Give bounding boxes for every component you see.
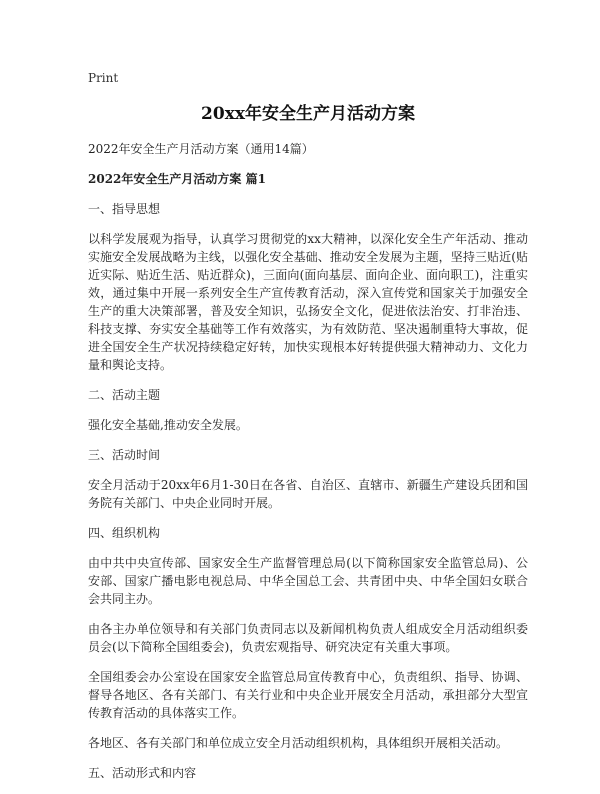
paragraph-office: 全国组委会办公室设在国家安全监管总局宣传教育中心，负责组织、指导、协调、督导各地区、各有关部门、有关行业和中央企业开展安全月活动，承担部分大型宣传教育活动的具体落实工作。	[88, 670, 528, 720]
section-title: 2022年安全生产月活动方案 篇1	[88, 172, 266, 186]
document-title: 20xx年安全生产月活动方案	[201, 104, 415, 124]
heading-time: 三、活动时间	[88, 448, 161, 462]
paragraph-guiding-principle: 以科学发展观为指导，认真学习贯彻党的xx大精神，以深化安全生产年活动、推动实施安全发展战略为主线，以强化安全基础、推动安全发展为主题，坚持三贴近(贴近实际、贴近生活、贴近群众)，三面向(面向基层、面向企业、面向职工)，注重实效，通过集中开展一系列安全生产宣传教育活动，深入宣传党和国家关于加强安全生产的重大决策部署，普及安全知识，弘扬安全文化，促进依法治安、打非治违、科技支撑、夯实安全基础等工作有效落实，为有效防范、坚决遏制重特大事故，促进全国安全生产状况持续稳定好转，加快实现根本好转提供强大精神动力、文化力量和舆论支持。	[88, 232, 528, 372]
paragraph-local-orgs: 各地区、各有关部门和单位成立安全月活动组织机构，具体组织开展相关活动。	[88, 736, 509, 750]
document-page	[88, 70, 528, 794]
print-label[interactable]: Print	[88, 71, 119, 85]
paragraph-time: 安全月活动于20xx年6月1-30日在各省、自治区、直辖市、新疆生产建设兵团和国务院有关部门、中央企业同时开展。	[88, 478, 528, 510]
paragraph-theme: 强化安全基础,推动安全发展。	[88, 418, 248, 432]
paragraph-committee: 由各主办单位领导和有关部门负责同志以及新闻机构负责人组成安全月活动组织委员会(以下简称全国组委会)，负责宏观指导、研究决定有关重大事项。	[88, 622, 528, 654]
heading-theme: 二、活动主题	[88, 388, 161, 402]
heading-guiding-principle: 一、指导思想	[88, 202, 161, 216]
heading-organization: 四、组织机构	[88, 526, 161, 540]
paragraph-organizers: 由中共中央宣传部、国家安全生产监督管理总局(以下简称国家安全监管总局)、公安部、国家广播电影电视总局、中华全国总工会、共青团中央、中华全国妇女联合会共同主办。	[88, 556, 528, 606]
document-subtitle: 2022年安全生产月活动方案（通用14篇）	[88, 142, 314, 156]
heading-activities: 五、活动形式和内容	[88, 766, 197, 780]
